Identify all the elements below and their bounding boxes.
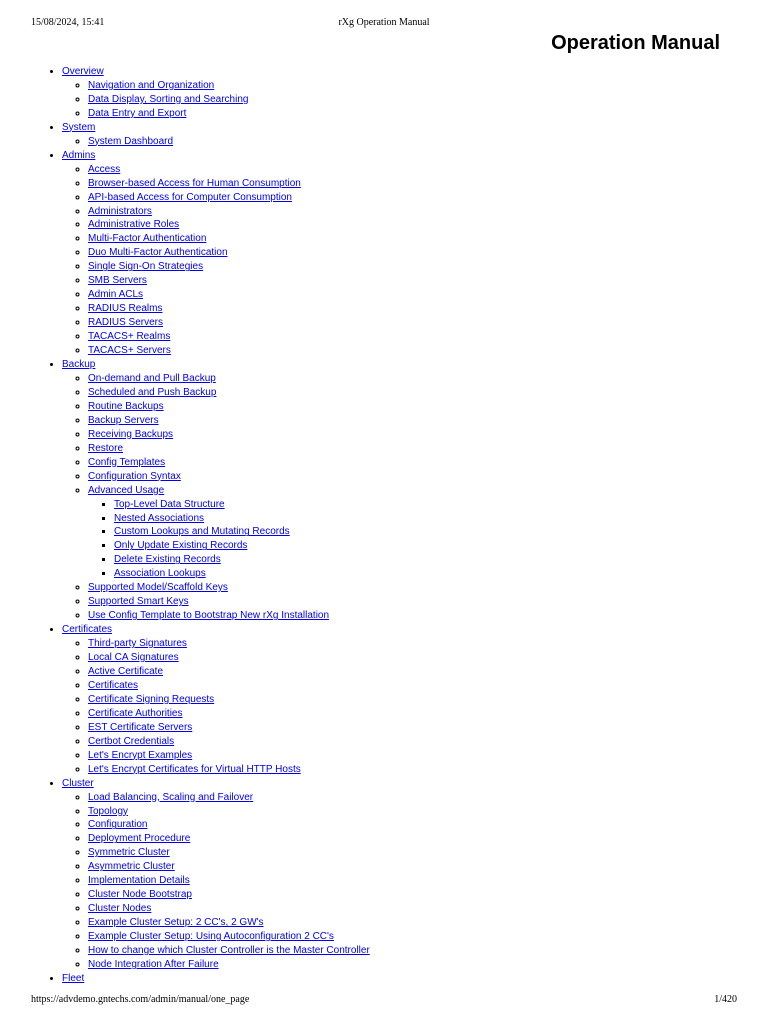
toc-link-delete-existing-records[interactable]: Delete Existing Records (114, 554, 221, 566)
toc-link-use-config-template-to-bootstrap-new-rxg-installation[interactable]: Use Config Template to Bootstrap New rXg Installation (88, 610, 330, 622)
toc-item (62, 358, 768, 623)
toc-item (88, 442, 768, 456)
toc-item (88, 888, 768, 902)
toc-item (88, 302, 768, 316)
toc-item (88, 581, 768, 595)
toc-link-certificate-authorities[interactable]: Certificate Authorities (88, 707, 183, 719)
toc-item (88, 79, 768, 93)
toc-item (88, 372, 768, 386)
page-title: Operation Manual (551, 32, 720, 54)
toc-link-symmetric-cluster[interactable]: Symmetric Cluster (88, 847, 170, 859)
toc-item (88, 944, 768, 958)
toc-link-backup[interactable]: Backup (62, 359, 96, 371)
toc-item (88, 260, 768, 274)
toc-link-system[interactable]: System (62, 121, 96, 133)
print-header (31, 17, 737, 31)
print-footer (31, 994, 737, 1008)
toc-link-implementation-details[interactable]: Implementation Details (88, 875, 190, 887)
toc-item (88, 721, 768, 735)
toc-item (88, 470, 768, 484)
toc-item (88, 232, 768, 246)
toc-item (88, 860, 768, 874)
toc-item (88, 288, 768, 302)
toc-sublist (62, 637, 768, 777)
toc-item (88, 930, 768, 944)
toc-item (88, 902, 768, 916)
toc-item (62, 777, 768, 972)
toc-link-configuration[interactable]: Configuration (88, 819, 148, 831)
toc-link-admins[interactable]: Admins (62, 149, 96, 161)
toc-link-system-dashboard[interactable]: System Dashboard (88, 135, 174, 147)
toc-item (88, 135, 768, 149)
toc-link-browser-based-access-for-human-consumption[interactable]: Browser-based Access for Human Consumption (88, 177, 301, 189)
toc-item (88, 832, 768, 846)
toc-item (62, 623, 768, 776)
toc-item (88, 163, 768, 177)
toc-item (88, 818, 768, 832)
toc-item (88, 177, 768, 191)
toc-item (114, 498, 768, 512)
toc-item (88, 456, 768, 470)
toc-link-top-level-data-structure[interactable]: Top-Level Data Structure (114, 498, 225, 510)
toc-link-only-update-existing-records[interactable]: Only Update Existing Records (114, 540, 248, 552)
toc-link-api-based-access-for-computer-consumption[interactable]: API-based Access for Computer Consumption (88, 191, 292, 203)
toc-item (88, 400, 768, 414)
toc-link-example-cluster-setup-2-cc-s-2-gw-s[interactable]: Example Cluster Setup: 2 CC's, 2 GW's (88, 917, 264, 929)
toc-item (62, 972, 768, 986)
toc-link-data-entry-and-export[interactable]: Data Entry and Export (88, 107, 187, 119)
toc-item (88, 805, 768, 819)
toc-link-topology[interactable]: Topology (88, 805, 129, 817)
toc-item (88, 93, 768, 107)
toc-link-multi-factor-authentication[interactable]: Multi-Factor Authentication (88, 233, 207, 245)
toc-link-restore[interactable]: Restore (88, 442, 124, 454)
toc-sublist (62, 791, 768, 972)
toc-item (114, 525, 768, 539)
toc-link-data-display-sorting-and-searching[interactable]: Data Display, Sorting and Searching (88, 93, 249, 105)
toc-link-config-templates[interactable]: Config Templates (88, 456, 166, 468)
toc-link-scheduled-and-push-backup[interactable]: Scheduled and Push Backup (88, 386, 217, 398)
toc-link-access[interactable]: Access (88, 163, 121, 175)
toc-link-cluster-nodes[interactable]: Cluster Nodes (88, 903, 152, 915)
toc-item (88, 330, 768, 344)
toc-item (88, 651, 768, 665)
toc-item (62, 149, 768, 358)
toc-link-routine-backups[interactable]: Routine Backups (88, 400, 164, 412)
toc-list (0, 65, 768, 986)
toc-item (88, 763, 768, 777)
toc-sublist (62, 79, 768, 121)
toc-link-tacacs-servers[interactable]: TACACS+ Servers (88, 345, 171, 357)
page-number: 1/420 (714, 994, 737, 1005)
toc-item (88, 679, 768, 693)
toc-link-deployment-procedure[interactable]: Deployment Procedure (88, 833, 191, 845)
toc-link-certbot-credentials[interactable]: Certbot Credentials (88, 735, 175, 747)
toc-link-certificate-signing-requests[interactable]: Certificate Signing Requests (88, 693, 215, 705)
toc-link-receiving-backups[interactable]: Receiving Backups (88, 428, 174, 440)
toc-item (88, 749, 768, 763)
toc-link-fleet[interactable]: Fleet (62, 972, 85, 984)
toc-item (88, 274, 768, 288)
toc-sublist (62, 135, 768, 149)
toc-link-let-s-encrypt-examples[interactable]: Let's Encrypt Examples (88, 749, 193, 761)
toc-item (88, 428, 768, 442)
toc-link-administrative-roles[interactable]: Administrative Roles (88, 219, 180, 231)
toc-item (114, 553, 768, 567)
toc-item (88, 205, 768, 219)
toc-item (88, 846, 768, 860)
print-date: 15/08/2024, 15:41 (31, 17, 105, 28)
toc-item (88, 386, 768, 400)
toc-item (88, 316, 768, 330)
toc-link-local-ca-signatures[interactable]: Local CA Signatures (88, 652, 179, 664)
toc-item (62, 65, 768, 121)
toc-link-backup-servers[interactable]: Backup Servers (88, 414, 159, 426)
toc-link-overview[interactable]: Overview (62, 66, 104, 77)
table-of-contents (0, 65, 768, 986)
toc-item (114, 567, 768, 581)
toc-link-let-s-encrypt-certificates-for-virtual-http-hosts[interactable]: Let's Encrypt Certificates for Virtual HTTP Hosts (88, 763, 301, 775)
toc-item (88, 791, 768, 805)
toc-item (88, 637, 768, 651)
toc-item (88, 707, 768, 721)
toc-item (88, 609, 768, 623)
toc-link-supported-smart-keys[interactable]: Supported Smart Keys (88, 596, 189, 608)
print-url: https://advdemo.gntechs.com/admin/manual/one_page (31, 994, 250, 1005)
toc-link-configuration-syntax[interactable]: Configuration Syntax (88, 470, 181, 482)
toc-item (114, 512, 768, 526)
toc-sublist (88, 498, 768, 582)
toc-link-duo-multi-factor-authentication[interactable]: Duo Multi-Factor Authentication (88, 247, 228, 259)
toc-link-asymmetric-cluster[interactable]: Asymmetric Cluster (88, 861, 175, 873)
toc-link-smb-servers[interactable]: SMB Servers (88, 275, 147, 287)
toc-link-cluster[interactable]: Cluster (62, 777, 94, 789)
toc-item (62, 121, 768, 149)
toc-link-node-integration-after-failure[interactable]: Node Integration After Failure (88, 959, 219, 970)
print-doc-title: rXg Operation Manual (338, 17, 430, 28)
toc-link-radius-realms[interactable]: RADIUS Realms (88, 303, 163, 315)
toc-item (88, 414, 768, 428)
toc-item (88, 344, 768, 358)
toc-link-how-to-change-which-cluster-controller-is-the-master-controller[interactable]: How to change which Cluster Controller is the Master Controller (88, 945, 370, 957)
toc-item (88, 916, 768, 930)
toc-item (88, 665, 768, 679)
toc-link-cluster-node-bootstrap[interactable]: Cluster Node Bootstrap (88, 889, 192, 901)
toc-link-single-sign-on-strategies[interactable]: Single Sign-On Strategies (88, 261, 204, 273)
toc-link-third-party-signatures[interactable]: Third-party Signatures (88, 638, 187, 650)
toc-item (88, 246, 768, 260)
toc-sublist (62, 372, 768, 623)
toc-link-certificates[interactable]: Certificates (62, 624, 113, 636)
toc-item (88, 107, 768, 121)
toc-link-example-cluster-setup-using-autoconfiguration-2-cc-s[interactable]: Example Cluster Setup: Using Autoconfiguration 2 CC's (88, 931, 334, 943)
toc-link-nested-associations[interactable]: Nested Associations (114, 512, 205, 524)
toc-item (88, 735, 768, 749)
toc-link-supported-model-scaffold-keys[interactable]: Supported Model/Scaffold Keys (88, 582, 228, 594)
toc-item (88, 218, 768, 232)
toc-link-custom-lookups-and-mutating-records[interactable]: Custom Lookups and Mutating Records (114, 526, 290, 538)
toc-link-on-demand-and-pull-backup[interactable]: On-demand and Pull Backup (88, 372, 216, 384)
toc-link-advanced-usage[interactable]: Advanced Usage (88, 484, 165, 496)
toc-link-load-balancing-scaling-and-failover[interactable]: Load Balancing, Scaling and Failover (88, 791, 254, 803)
toc-link-association-lookups[interactable]: Association Lookups (114, 568, 206, 580)
toc-link-admin-acls[interactable]: Admin ACLs (88, 289, 144, 301)
toc-link-radius-servers[interactable]: RADIUS Servers (88, 317, 164, 329)
toc-item (88, 958, 768, 972)
toc-sublist (62, 163, 768, 358)
toc-item (114, 539, 768, 553)
toc-link-navigation-and-organization[interactable]: Navigation and Organization (88, 79, 215, 91)
toc-item (88, 693, 768, 707)
toc-link-tacacs-realms[interactable]: TACACS+ Realms (88, 331, 171, 343)
toc-link-certificates[interactable]: Certificates (88, 679, 139, 691)
toc-item (88, 191, 768, 205)
toc-item (88, 484, 768, 582)
toc-link-est-certificate-servers[interactable]: EST Certificate Servers (88, 721, 193, 733)
toc-item (88, 874, 768, 888)
toc-item (88, 595, 768, 609)
toc-link-active-certificate[interactable]: Active Certificate (88, 665, 164, 677)
toc-link-administrators[interactable]: Administrators (88, 205, 152, 217)
